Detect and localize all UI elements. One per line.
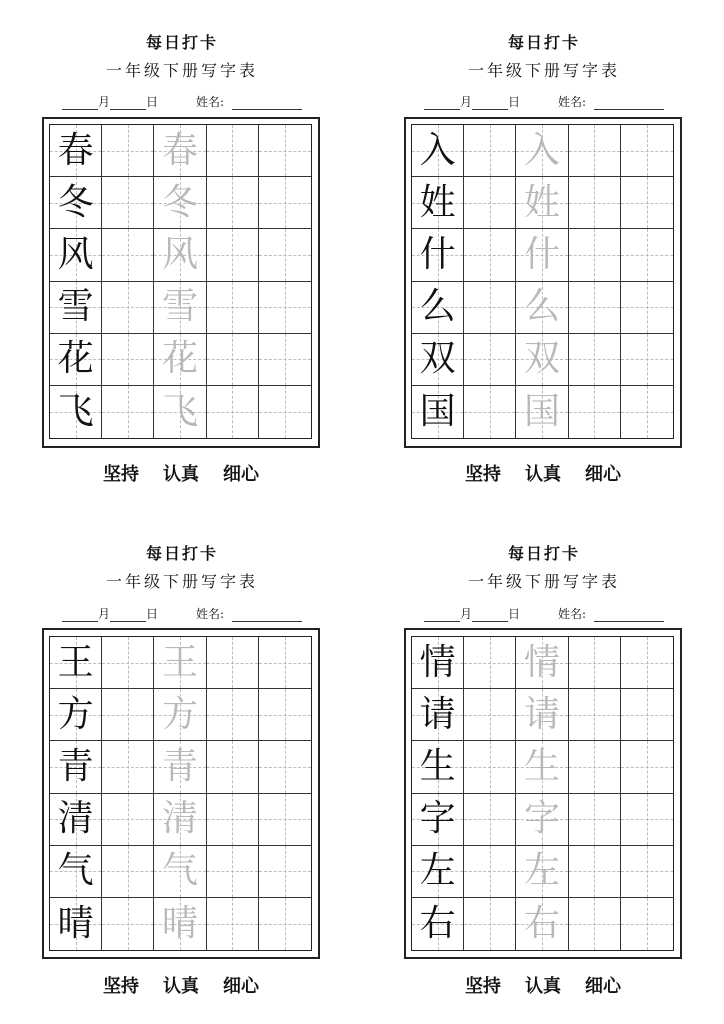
name-blank[interactable] bbox=[232, 609, 302, 622]
trace-character: 国 bbox=[523, 390, 560, 432]
model-character: 雪 bbox=[57, 286, 94, 328]
trace-character-cell[interactable] bbox=[154, 741, 206, 793]
sheet-title: 每日打卡 bbox=[507, 33, 580, 52]
writing-cell[interactable] bbox=[621, 898, 673, 950]
trace-character: 王 bbox=[161, 641, 198, 683]
trace-character-cell[interactable] bbox=[154, 898, 206, 950]
trace-character-cell[interactable] bbox=[154, 846, 206, 898]
trace-character-cell[interactable] bbox=[516, 898, 568, 950]
trace-character: 情 bbox=[523, 641, 560, 683]
trace-character: 什 bbox=[523, 233, 560, 275]
trace-character: 双 bbox=[523, 338, 560, 380]
trace-character: 晴 bbox=[161, 902, 198, 944]
writing-cell[interactable] bbox=[464, 689, 516, 741]
model-character: 什 bbox=[419, 233, 456, 275]
model-character: 字 bbox=[419, 798, 456, 840]
model-character-cell[interactable] bbox=[50, 637, 102, 689]
model-character: 王 bbox=[57, 641, 94, 683]
trace-character: 字 bbox=[523, 798, 560, 840]
writing-cell[interactable] bbox=[207, 689, 259, 741]
motto-detail: 细心 bbox=[223, 464, 259, 485]
model-character: 花 bbox=[57, 338, 94, 380]
model-character-cell[interactable] bbox=[412, 794, 464, 846]
day-blank[interactable] bbox=[110, 609, 146, 622]
trace-character-cell[interactable] bbox=[516, 794, 568, 846]
writing-cell[interactable] bbox=[102, 741, 154, 793]
name-label: 姓名: bbox=[196, 607, 225, 621]
trace-character: 气 bbox=[161, 850, 198, 892]
writing-cell[interactable] bbox=[207, 898, 259, 950]
writing-cell[interactable] bbox=[102, 898, 154, 950]
model-character: 飞 bbox=[57, 390, 94, 432]
model-character-cell[interactable] bbox=[412, 689, 464, 741]
model-character: 春 bbox=[57, 129, 94, 171]
sheet-subtitle: 一年级下册写字表 bbox=[105, 61, 258, 80]
tianzige-grid bbox=[49, 636, 312, 951]
trace-character: 入 bbox=[523, 129, 560, 171]
model-character: 姓 bbox=[419, 181, 456, 223]
day-label: 日 bbox=[508, 607, 521, 621]
model-character: 入 bbox=[419, 129, 456, 171]
writing-cell[interactable] bbox=[464, 846, 516, 898]
model-character: 双 bbox=[419, 338, 456, 380]
motto-careful: 认真 bbox=[525, 976, 561, 997]
writing-cell[interactable] bbox=[207, 637, 259, 689]
day-blank[interactable] bbox=[472, 609, 508, 622]
tianzige-grid bbox=[411, 636, 674, 951]
model-character-cell[interactable] bbox=[412, 846, 464, 898]
model-character: 风 bbox=[57, 233, 94, 275]
model-character: 气 bbox=[57, 850, 94, 892]
month-label: 月 bbox=[98, 607, 111, 621]
day-label: 日 bbox=[508, 95, 521, 109]
writing-cell[interactable] bbox=[259, 898, 311, 950]
motto-persist: 坚持 bbox=[103, 976, 139, 997]
name-label: 姓名: bbox=[558, 607, 587, 621]
month-label: 月 bbox=[460, 95, 473, 109]
writing-cell[interactable] bbox=[207, 741, 259, 793]
trace-character: 么 bbox=[523, 286, 560, 328]
date-name-line bbox=[424, 605, 664, 622]
writing-cell[interactable] bbox=[259, 794, 311, 846]
writing-cell[interactable] bbox=[464, 741, 516, 793]
writing-cell[interactable] bbox=[569, 898, 621, 950]
trace-character: 方 bbox=[161, 693, 198, 735]
trace-character-cell[interactable] bbox=[516, 846, 568, 898]
writing-cell[interactable] bbox=[102, 637, 154, 689]
trace-character: 春 bbox=[161, 129, 198, 171]
date-name-line bbox=[62, 605, 302, 622]
motto-footer bbox=[42, 972, 320, 998]
writing-cell[interactable] bbox=[259, 741, 311, 793]
trace-character: 右 bbox=[523, 902, 560, 944]
motto-careful: 认真 bbox=[163, 464, 199, 485]
trace-character: 清 bbox=[161, 798, 198, 840]
model-character-cell[interactable] bbox=[412, 898, 464, 950]
name-blank[interactable] bbox=[594, 609, 664, 622]
model-character-cell[interactable] bbox=[412, 741, 464, 793]
trace-character: 生 bbox=[523, 745, 560, 787]
writing-cell[interactable] bbox=[259, 637, 311, 689]
sheet-title: 每日打卡 bbox=[145, 544, 218, 563]
writing-cell[interactable] bbox=[621, 689, 673, 741]
model-character-cell[interactable] bbox=[50, 794, 102, 846]
model-character-cell[interactable] bbox=[50, 846, 102, 898]
writing-cell[interactable] bbox=[569, 794, 621, 846]
motto-persist: 坚持 bbox=[103, 464, 139, 485]
sheet-subtitle: 一年级下册写字表 bbox=[105, 572, 258, 591]
motto-detail: 细心 bbox=[223, 976, 259, 997]
month-label: 月 bbox=[98, 95, 111, 109]
trace-character-cell[interactable] bbox=[154, 794, 206, 846]
writing-cell[interactable] bbox=[569, 689, 621, 741]
trace-character: 风 bbox=[161, 233, 198, 275]
model-character-cell[interactable] bbox=[412, 637, 464, 689]
model-character: 国 bbox=[419, 390, 456, 432]
writing-cell[interactable] bbox=[259, 846, 311, 898]
trace-character-cell[interactable] bbox=[154, 637, 206, 689]
motto-detail: 细心 bbox=[585, 464, 621, 485]
writing-cell[interactable] bbox=[569, 846, 621, 898]
trace-character: 左 bbox=[523, 850, 560, 892]
model-character: 请 bbox=[419, 693, 456, 735]
model-character: 方 bbox=[57, 693, 94, 735]
writing-cell[interactable] bbox=[621, 741, 673, 793]
writing-cell[interactable] bbox=[621, 794, 673, 846]
trace-character-cell[interactable] bbox=[516, 637, 568, 689]
model-character: 情 bbox=[419, 641, 456, 683]
name-label: 姓名: bbox=[196, 95, 225, 109]
motto-footer bbox=[404, 972, 682, 998]
model-character: 青 bbox=[57, 745, 94, 787]
day-label: 日 bbox=[146, 607, 159, 621]
writing-cell[interactable] bbox=[621, 846, 673, 898]
writing-cell[interactable] bbox=[569, 637, 621, 689]
sheet-title: 每日打卡 bbox=[507, 544, 580, 563]
sheet-subtitle: 一年级下册写字表 bbox=[467, 61, 620, 80]
trace-character-cell[interactable] bbox=[516, 741, 568, 793]
sheet-subtitle: 一年级下册写字表 bbox=[467, 572, 620, 591]
writing-cell[interactable] bbox=[102, 794, 154, 846]
trace-character-cell[interactable] bbox=[516, 689, 568, 741]
motto-detail: 细心 bbox=[585, 976, 621, 997]
model-character: 么 bbox=[419, 286, 456, 328]
sheet-title: 每日打卡 bbox=[145, 33, 218, 52]
trace-character-cell[interactable] bbox=[154, 689, 206, 741]
writing-cell[interactable] bbox=[464, 794, 516, 846]
name-label: 姓名: bbox=[558, 95, 587, 109]
model-character: 左 bbox=[419, 850, 456, 892]
model-character: 生 bbox=[419, 745, 456, 787]
writing-cell[interactable] bbox=[569, 741, 621, 793]
writing-cell[interactable] bbox=[102, 846, 154, 898]
trace-character: 冬 bbox=[161, 181, 198, 223]
writing-cell[interactable] bbox=[464, 637, 516, 689]
trace-character: 雪 bbox=[161, 286, 198, 328]
trace-character: 请 bbox=[523, 693, 560, 735]
motto-persist: 坚持 bbox=[465, 464, 501, 485]
writing-cell[interactable] bbox=[207, 794, 259, 846]
model-character: 冬 bbox=[57, 181, 94, 223]
model-character: 右 bbox=[419, 902, 456, 944]
writing-cell[interactable] bbox=[464, 898, 516, 950]
model-character-cell[interactable] bbox=[50, 741, 102, 793]
motto-persist: 坚持 bbox=[465, 976, 501, 997]
day-label: 日 bbox=[146, 95, 159, 109]
writing-cell[interactable] bbox=[621, 637, 673, 689]
month-label: 月 bbox=[460, 607, 473, 621]
writing-cell[interactable] bbox=[259, 689, 311, 741]
motto-careful: 认真 bbox=[525, 464, 561, 485]
month-blank[interactable] bbox=[62, 609, 98, 622]
month-blank[interactable] bbox=[424, 609, 460, 622]
model-character: 清 bbox=[57, 798, 94, 840]
trace-character: 姓 bbox=[523, 181, 560, 223]
trace-character: 青 bbox=[161, 745, 198, 787]
trace-character: 飞 bbox=[161, 390, 198, 432]
writing-cell[interactable] bbox=[207, 846, 259, 898]
model-character-cell[interactable] bbox=[50, 689, 102, 741]
trace-character: 花 bbox=[161, 338, 198, 380]
model-character: 晴 bbox=[57, 902, 94, 944]
writing-cell[interactable] bbox=[102, 689, 154, 741]
motto-careful: 认真 bbox=[163, 976, 199, 997]
model-character-cell[interactable] bbox=[50, 898, 102, 950]
